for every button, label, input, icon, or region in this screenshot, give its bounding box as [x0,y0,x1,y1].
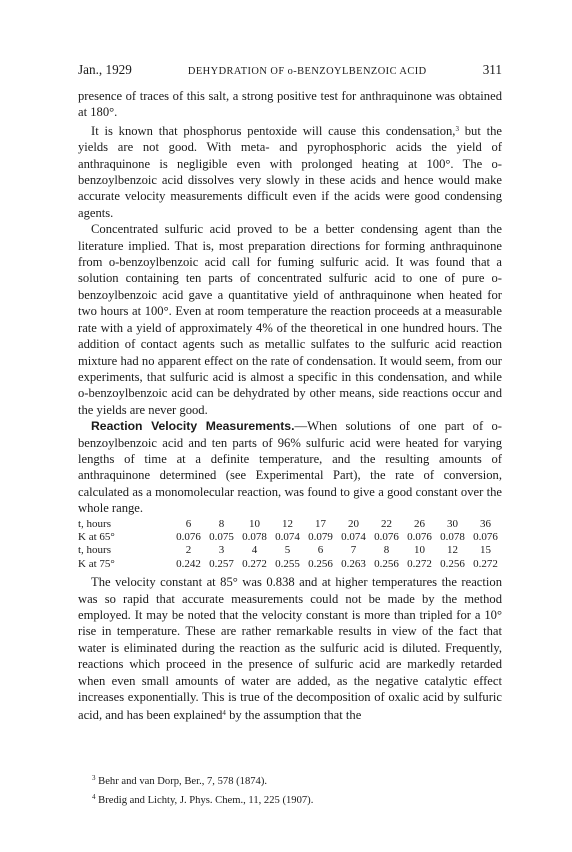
table-row [78,531,502,544]
table-cell: 10 [249,517,260,530]
table-cell: 0.272 [407,557,432,570]
footnote [92,790,502,809]
table-cell: 17 [315,517,326,530]
table-cell: 8 [383,544,390,557]
table-cell: 22 [381,517,392,530]
table-cell: 12 [282,517,293,530]
paragraph-continued: presence of traces of this salt, a strong positive test for anthraquinone was obtained at 180°. [78,89,502,120]
table-cell: 0.075 [209,530,234,543]
paragraph-phosphorus-pentoxide [78,121,502,221]
paragraph-velocity-constant [78,574,502,724]
table-cell: 7 [350,544,357,557]
table-cell: 36 [480,517,491,530]
row-label: K at 65° [78,530,115,543]
footnote-mark: 3 [92,774,96,782]
table-cell: 6 [185,517,192,530]
paragraph-velocity-measurements [78,418,502,516]
table-cell: 0.255 [275,557,300,570]
table-cell: 0.272 [242,557,267,570]
table-cell: 0.256 [308,557,333,570]
table-cell: 0.256 [440,557,465,570]
paragraph-text: It is known that phosphorus pentoxide will cause this condensation, [91,123,456,138]
footnote-mark: 4 [92,792,96,801]
body-text [78,88,502,724]
footnote-text: Behr and van Dorp, Ber., 7, 578 (1874). [98,776,268,787]
issue-date: Jan., 1929 [78,62,132,77]
running-title: DEHYDRATION OF o-BENZOYLBENZOIC ACID [187,66,427,77]
rate-constant-table [78,518,502,572]
table-cell: 0.078 [242,530,267,543]
table-cell: 15 [480,544,491,557]
row-label: K at 75° [78,557,115,570]
table-cell: 0.256 [374,557,399,570]
footnotes [92,771,502,808]
table-cell: 0.272 [473,557,498,570]
table-cell: 12 [447,544,458,557]
footnote-text: Bredig and Lichty, J. Phys. Chem., 11, 225 (1907). [98,794,314,806]
table-cell: 0.257 [209,557,234,570]
table-cell: 0.074 [341,530,366,543]
footnote-ref: 3 [455,124,459,133]
table-cell: 0.076 [473,530,498,543]
table-cell: 0.079 [308,530,333,543]
table-cell: 0.078 [440,530,465,543]
footnote [92,771,502,790]
paragraph-text: by the assumption that the [225,708,362,723]
row-label: t, hours [78,544,111,557]
page-number: 311 [482,62,502,77]
table-cell: 0.242 [176,557,201,570]
table-cell: 8 [218,517,225,530]
paragraph-sulfuric-acid: Concentrated sulfuric acid proved to be a better condensing agent than the literature implied. That is, most preparation directions for forming anthraquinone from o-benzoylbenzoic acid call for fuming sulfuric acid. It was found that a solution containing ten parts of concentrated sulfuric acid to one of pure o-benzoylbenzoic acid gave a quantitative yield of anthraquinone when heated for two hours at 100°. Even at room temperature the reaction proceeds at a measurable rate with a yield of approximately 4% of the theoretical in one hundred hours. The addition of contact agents such as metallic sulfates to the sulfuric acid reaction mixture had no apparent effect on the rate of condensation. It would seem, from our experiments, that sulfuric acid is almost a specific in this condensation, and while o-benzoylbenzoic acid can be dehydrated by other means, side reactions occur and the yields are never good. [78,222,502,417]
table-cell: 20 [348,517,359,530]
table-cell: 6 [317,544,324,557]
table-cell: 2 [185,544,192,557]
table-cell: 0.076 [374,530,399,543]
table-cell: 0.076 [407,530,432,543]
paragraph-text: but the yields are not good. With meta- and pyrophosphoric acids the yield of anthraquinone is negligible even with prolonged heating at 100°. The o-benzoylbenzoic acid dissolves very slowly in these acids and hence would make accurate velocity measurements difficult even if the acids were good condensing agents. [78,123,502,220]
running-head [78,62,502,78]
section-heading: Reaction Velocity Measurements. [91,419,295,434]
table-cell: 4 [251,544,258,557]
table-cell: 0.076 [176,530,201,543]
table-row [78,518,502,531]
table-cell: 30 [447,517,458,530]
table-cell: 10 [414,544,425,557]
table-cell: 0.074 [275,530,300,543]
row-label: t, hours [78,517,111,530]
table-cell: 0.263 [341,557,366,570]
table-cell: 3 [218,544,225,557]
table-row [78,544,502,557]
paragraph-text: —When solutions of one part of o-benzoylbenzoic acid and ten parts of 96% sulfuric acid were heated for varying lengths of time at a definite temperature, and the resulting amounts of anthraquinone determined (see Experimental Part), the rate of conversion, calculated as a monomolecular reaction, was found to give a good constant over the whole range. [78,419,502,516]
footnote-ref: 4 [222,709,226,718]
table-cell: 26 [414,517,425,530]
table-cell: 5 [284,544,291,557]
paragraph-text: The velocity constant at 85° was 0.838 and at higher temperatures the reaction was so rapid that accurate measurements could not be made by the method employed. It may be noted that the velocity constant is more than tripled for a 10° rise in temperature. These are rather remarkable results in view of the fact that water is eliminated during the reaction as the sulfuric acid is diluted. Frequently, reactions which proceed in the presence of sulfuric acid are markedly retarded when even small amounts of water are added, as the negative catalytic effect increases exponentially. This is true of the decomposition of oxalic acid by sulfuric acid, and has been explained [78,575,502,723]
table-row [78,558,502,571]
